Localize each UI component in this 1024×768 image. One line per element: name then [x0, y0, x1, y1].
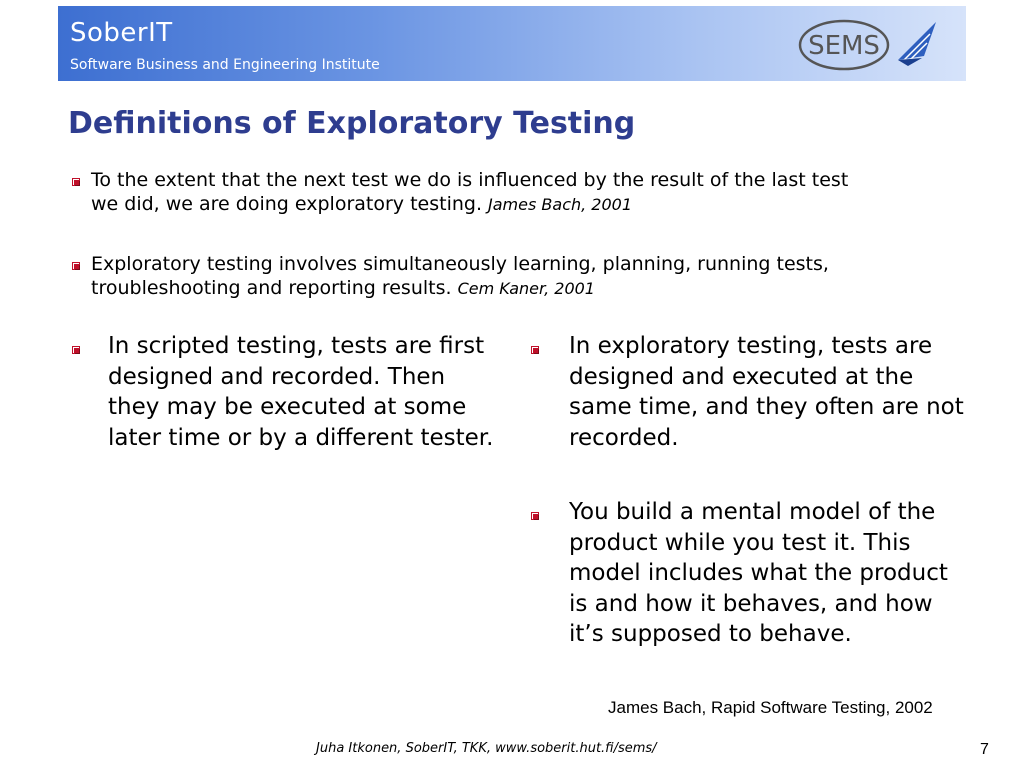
- definition-1: [91, 168, 881, 217]
- bullet-icon: [72, 346, 80, 354]
- slide-title: Definitions of Exploratory Testing: [68, 106, 636, 141]
- bullet-icon: [531, 346, 539, 354]
- scripted-testing-point: In scripted testing, tests are first designed and recorded. Then they may be executed at some later time or by a different tester.: [108, 333, 494, 451]
- page-number: 7: [980, 741, 989, 758]
- bullet-icon: [531, 512, 539, 520]
- definition-1-citation: James Bach, 2001: [488, 195, 633, 214]
- wing-icon: [898, 22, 936, 66]
- exploratory-testing-point: In exploratory testing, tests are designed and executed at the same time, and they often are not recorded.: [569, 333, 964, 451]
- bullet-icon: [72, 178, 80, 186]
- sems-logo-text: SEMS: [808, 31, 880, 61]
- brand-subtitle: Software Business and Engineering Institute: [70, 57, 380, 73]
- footer-text: Juha Itkonen, SoberIT, TKK, www.soberit.hut.fi/sems/: [316, 741, 657, 756]
- mental-model-point: You build a mental model of the product while you test it. This model includes what the product is and how it behaves, and how it’s supposed to behave.: [569, 499, 948, 647]
- definition-1-text: To the extent that the next test we do is influenced by the result of the last test we did, we are doing exploratory testing.: [91, 169, 849, 215]
- source-citation: James Bach, Rapid Software Testing, 2002: [608, 698, 933, 717]
- bullet-icon: [72, 262, 80, 270]
- definition-2-text: Exploratory testing involves simultaneously learning, planning, running tests, troubleshooting and reporting results.: [91, 253, 829, 299]
- brand-name: SoberIT: [70, 18, 173, 48]
- header-banner: [58, 6, 966, 81]
- definition-2: [91, 252, 891, 301]
- definition-2-citation: Cem Kaner, 2001: [457, 279, 595, 298]
- sems-logo: [796, 16, 946, 74]
